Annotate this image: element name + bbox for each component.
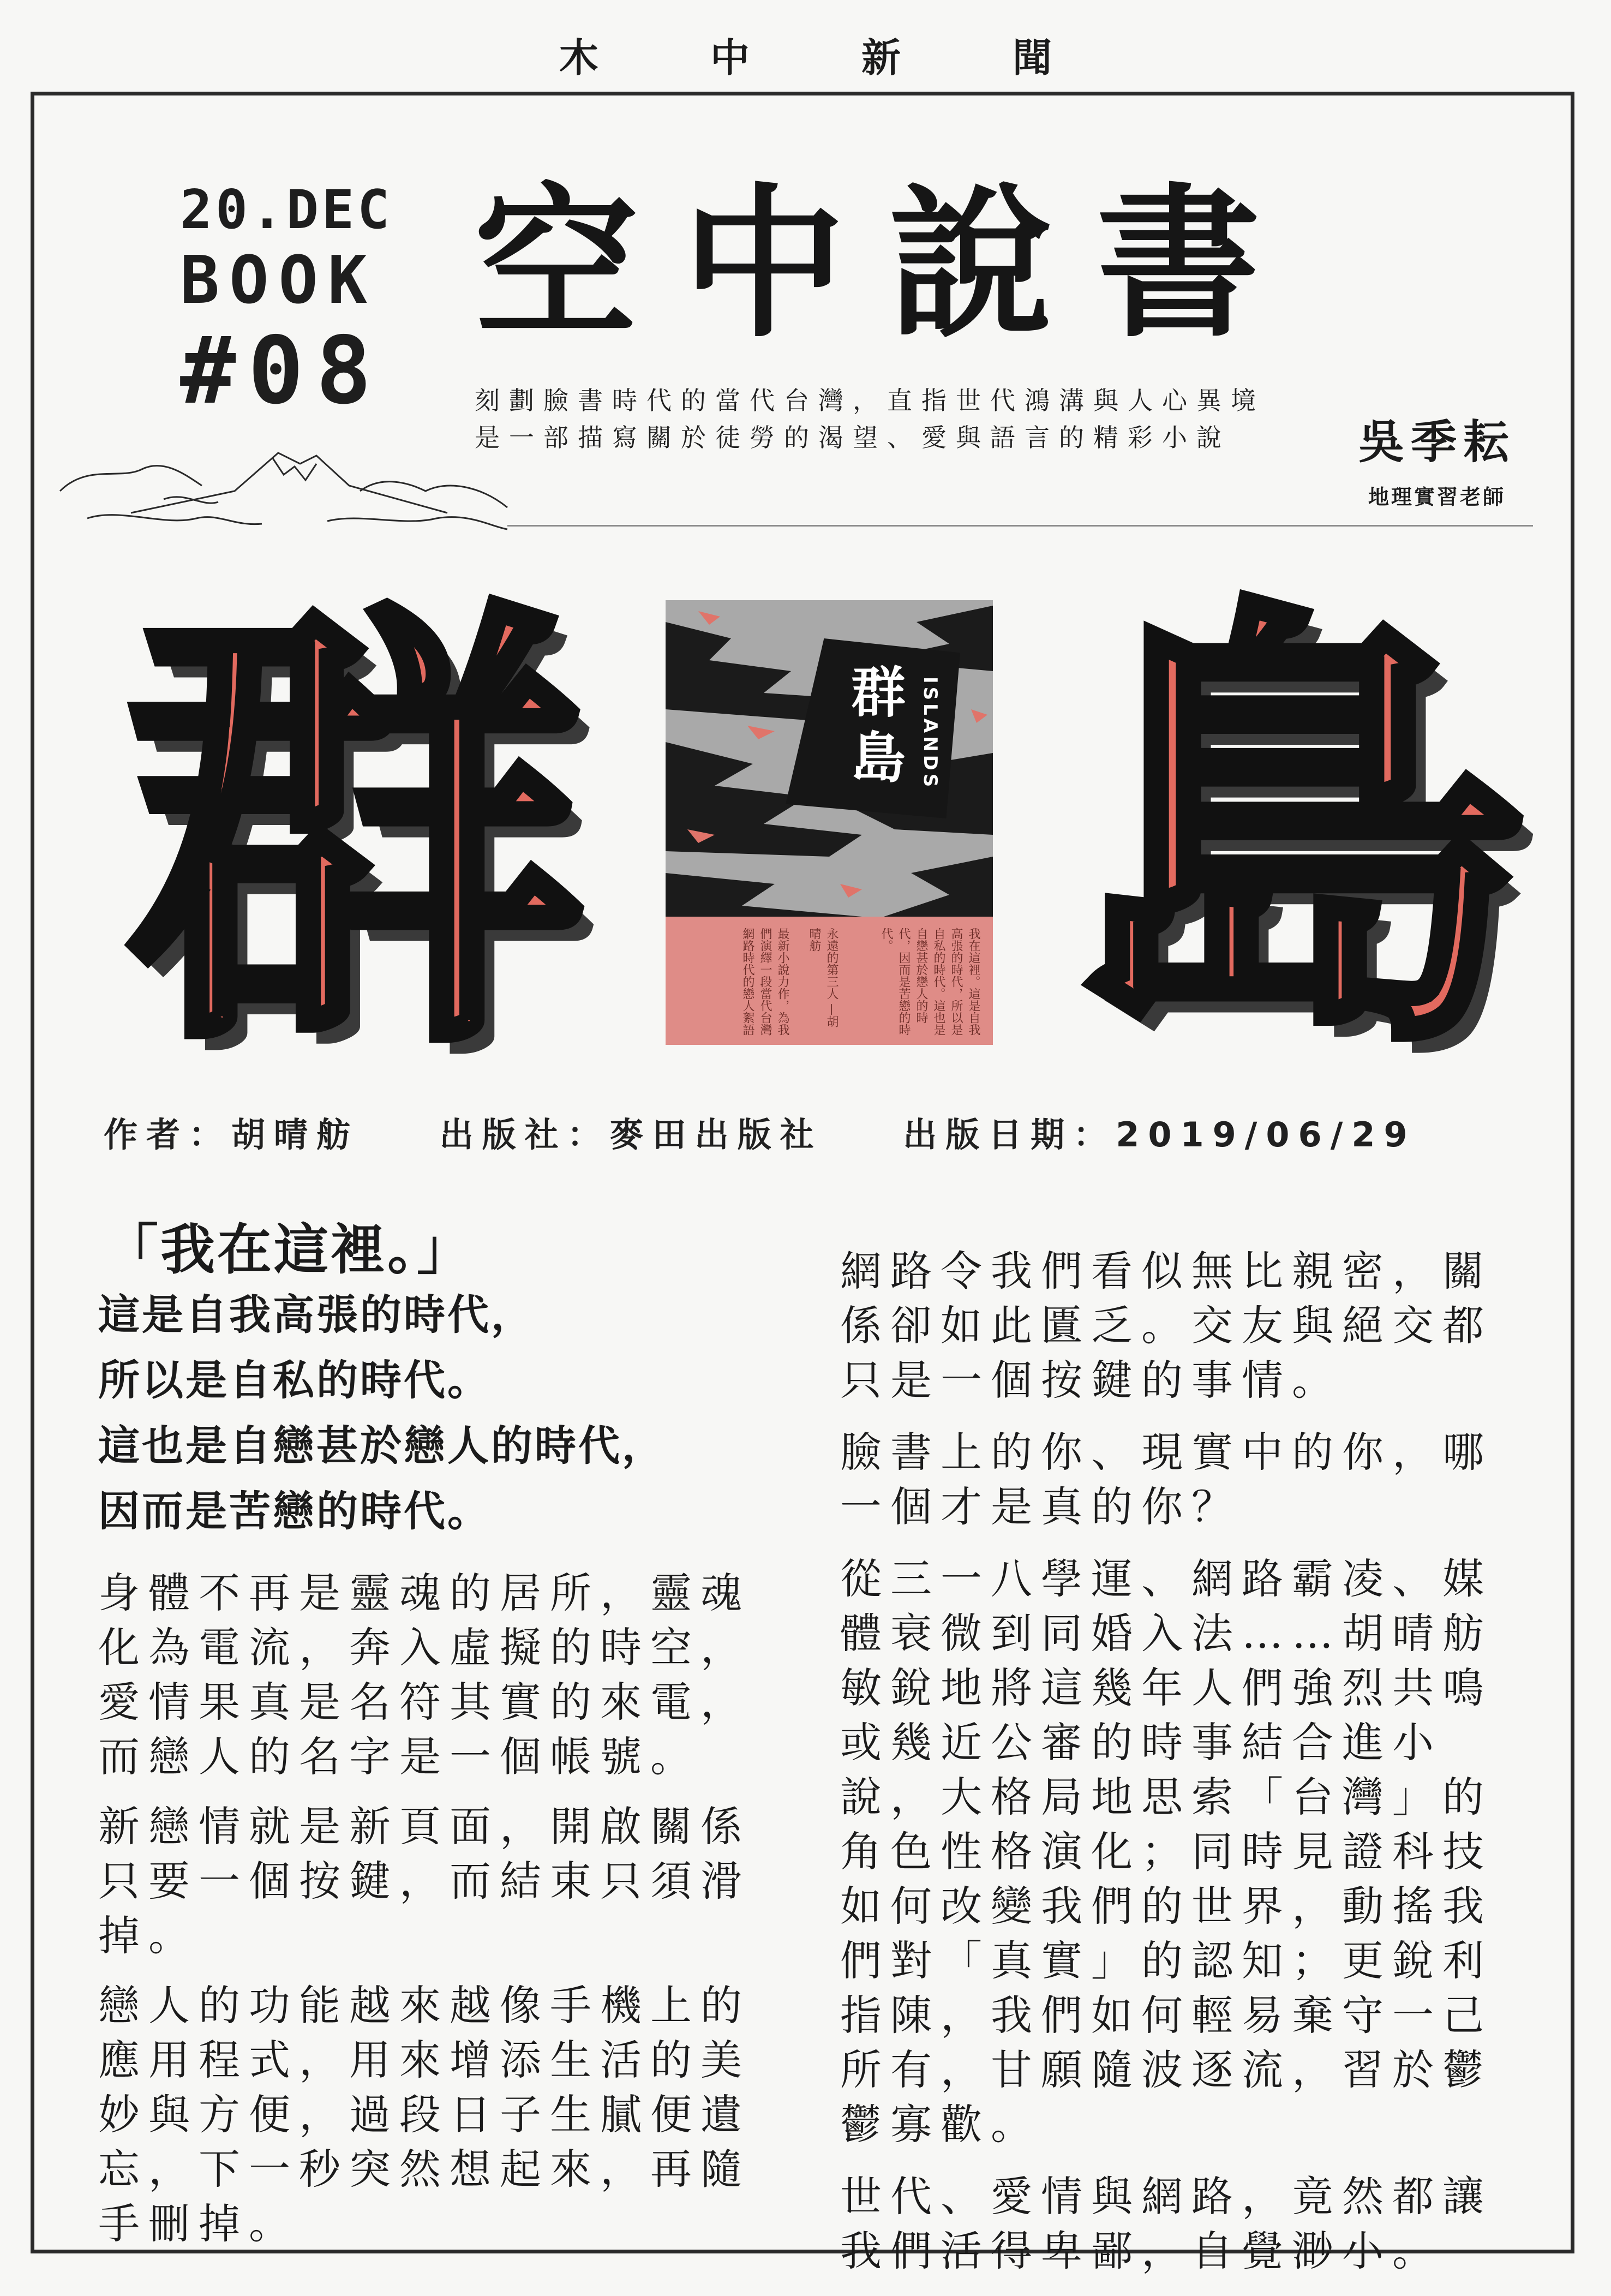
- issue-series: BOOK: [180, 243, 377, 319]
- meta-author: 作者：胡晴舫: [104, 1115, 360, 1155]
- author-role: 地理實習老師: [1368, 485, 1506, 509]
- body-paragraph: 從三一八學運、網路霸凌、媒體衰微到同婚入法……胡晴舫敏銳地將這幾年人們強烈共鳴或幾近公審的時事結合進小說，大格局地思索「台灣」的角色性格演化；同時見證科技如何改變我們的世界，動搖我們對「真實」的認知；更銳利指陳，我們如何輕易棄守一己所有，甘願隨波逐流，習於鬱鬱寡歡。: [840, 1554, 1493, 2149]
- book-cover: [666, 600, 993, 1045]
- author-name: 吳季耘: [1358, 415, 1516, 469]
- body-paragraph: 臉書上的你、現實中的你，哪一個才是真的你？: [840, 1428, 1493, 1531]
- page-title: 空中說書: [475, 169, 1304, 360]
- book-meta: [104, 1108, 1476, 1156]
- cover-blurb-1: 最新小說力作，為我們演繹一段當代台灣網路時代的戀人絮語: [741, 928, 789, 1036]
- quote-heading: 「我在這裡。」: [104, 1217, 474, 1282]
- cover-title-2: 島: [851, 726, 906, 790]
- book-title-right: 島: [1069, 568, 1528, 1102]
- body-paragraph: 新戀情就是新頁面，開啟關係只要一個按鍵，而結束只須滑掉。: [98, 1802, 751, 1960]
- issue-block: [180, 179, 393, 425]
- body-paragraph: 身體不再是靈魂的居所，靈魂化為電流，奔入虛擬的時空，愛情果真是名符其實的來電，而戀人的名字是一個帳號。: [98, 1569, 751, 1781]
- body-paragraph: 世代、愛情與網路，竟然都讓我們活得卑鄙，自覺渺小。: [840, 2172, 1493, 2275]
- header-divider: [507, 525, 1533, 527]
- issue-number: #08: [180, 317, 384, 425]
- meta-publisher: 出版社：麥田出版社: [439, 1115, 823, 1155]
- cover-title-1: 群: [851, 661, 906, 725]
- mountain-illustration-icon: [55, 431, 513, 546]
- issue-date: 20.DEC: [180, 179, 393, 241]
- masthead: 木 中 新 聞: [559, 35, 1101, 81]
- book-title-left: 群: [125, 568, 584, 1102]
- tagline-line: 刻劃臉書時代的當代台灣，直指世代鴻溝與人心異境: [475, 386, 1265, 415]
- quote-line: 這是自我高張的時代，: [98, 1290, 535, 1339]
- cover-blurb-2: 我在這裡。這是自我高張的時代，所以是自私的時代。這也是自戀甚於戀人的時代，因而是苦戀的時代。: [879, 928, 980, 1036]
- author-block: [1358, 415, 1516, 510]
- tagline: [475, 382, 1265, 456]
- quote-line: 所以是自私的時代。: [98, 1356, 491, 1404]
- quote-line: 因而是苦戀的時代。: [98, 1487, 491, 1535]
- left-column: [98, 1217, 775, 2267]
- body-paragraph: 網路令我們看似無比親密，關係卻如此匱乏。交友與絕交都只是一個按鍵的事情。: [840, 1247, 1493, 1404]
- meta-date: 出版日期：2019/06/29: [903, 1115, 1416, 1155]
- body-paragraph: 戀人的功能越來越像手機上的應用程式，用來增添生活的美妙與方便，過段日子生膩便遺忘，下一秒突然想起來，再隨手刪掉。: [98, 1981, 751, 2248]
- right-column: [840, 1244, 1522, 2296]
- tagline-line: 是一部描寫關於徒勞的渴望、愛與語言的精彩小說: [475, 423, 1231, 452]
- cover-english-title: ISLANDS: [919, 677, 941, 791]
- cover-author-tag: 永遠的第三人 —胡晴舫: [807, 928, 839, 1027]
- quote-line: 這也是自戀甚於戀人的時代，: [98, 1421, 666, 1470]
